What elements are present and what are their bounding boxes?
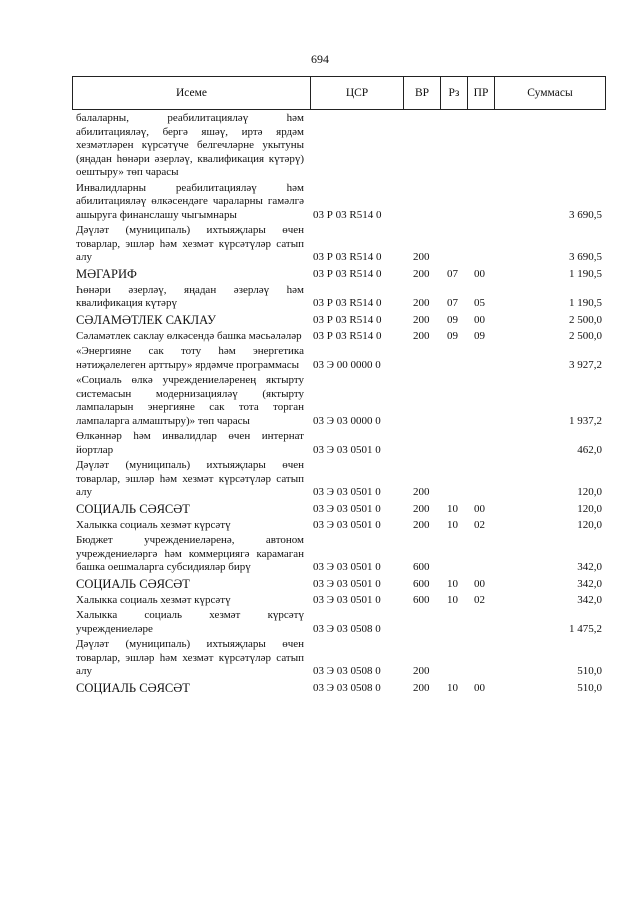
budget-table-body (76, 112, 604, 698)
row-csr: 03 Р 03 R514 0 (313, 251, 382, 263)
row-csr: 03 Э 03 0501 0 (313, 443, 381, 456)
row-rz: 10 (447, 578, 458, 590)
table-row (76, 519, 604, 533)
row-sum: 2 500,0 (569, 314, 602, 326)
row-name: СОЦИАЛЬ СӘЯСӘТ (76, 501, 190, 516)
section-row (76, 502, 604, 517)
header-rz: Рз (441, 77, 468, 109)
row-name: балаларны, реабилитацияләү һәм абилитацияләү, бергә яшәү, иртә ярдәм хезмәтләрен күрсәтүче белгечләрне укытуны (яңадан һөнәри әзерләү, квалификация күтәрү) оештыру» төп чарасы (76, 112, 304, 178)
row-pr: 00 (474, 268, 485, 280)
table-row (76, 594, 604, 608)
row-csr: 03 Р 03 R514 0 (313, 329, 382, 342)
row-name: Бюджет учреждениеләренә, автоном учреждениеләргә һәм коммерциягә карамаган башка оешмаларга субсидияләр бирү (76, 534, 304, 573)
row-rz: 07 (447, 268, 458, 280)
row-csr: 03 Э 03 0501 0 (313, 561, 381, 573)
row-rz: 09 (447, 314, 458, 326)
row-rz: 10 (447, 503, 458, 515)
row-csr: 03 Э 03 0501 0 (313, 578, 381, 590)
row-csr: 03 Р 03 R514 0 (313, 208, 382, 221)
row-name: СОЦИАЛЬ СӘЯСӘТ (76, 576, 190, 591)
row-vr: 600 (413, 561, 430, 573)
row-name: Һөнәри әзерләү, яңадан әзерләү һәм квалификация күтәрү (76, 283, 304, 309)
section-row (76, 681, 604, 696)
row-csr: 03 Э 03 0508 0 (313, 665, 381, 677)
row-vr: 200 (413, 268, 430, 280)
row-sum: 1 475,2 (569, 622, 602, 635)
table-row (76, 638, 604, 679)
row-sum: 120,0 (577, 486, 602, 498)
table-row (76, 609, 604, 636)
row-name: МӘГАРИФ (76, 266, 137, 281)
row-sum: 3 690,5 (569, 251, 602, 263)
row-rz: 07 (447, 297, 458, 309)
row-name: Халыкка социаль хезмәт күрсәтү учреждениеләре (76, 609, 304, 635)
row-name: Дәүләт (муниципаль) ихтыяҗлары өчен товарлар, эшләр һәм хезмәт күрсәтүләр сатып алу (76, 638, 304, 677)
header-sum: Суммасы (527, 87, 573, 99)
header-pr: ПР (468, 77, 495, 109)
table-row (76, 459, 604, 500)
row-name: СӘЛАМӘТЛЕК САКЛАУ (76, 312, 216, 327)
row-sum: 462,0 (577, 443, 602, 456)
section-row (76, 577, 604, 592)
table-row (76, 284, 604, 311)
row-sum: 3 690,5 (569, 208, 602, 221)
table-row (76, 534, 604, 575)
row-name: Сәламәтлек саклау өлкәсендә башка мәсьәләләр (76, 329, 302, 342)
row-sum: 1 190,5 (569, 297, 602, 309)
header-vr: ВР (404, 77, 441, 109)
row-name: СОЦИАЛЬ СӘЯСӘТ (76, 680, 190, 695)
row-sum: 120,0 (577, 518, 602, 531)
row-vr: 200 (413, 314, 430, 326)
table-row (76, 345, 604, 372)
row-name: «Энергияне сак тоту һәм энергетика нәтиҗәлелеген арттыру» ярдәмче программасы (76, 345, 304, 371)
page-number: 694 (311, 52, 329, 66)
row-csr: 03 Р 03 R514 0 (313, 314, 382, 326)
row-pr: 02 (474, 593, 485, 606)
row-csr: 03 Э 03 0501 0 (313, 486, 381, 498)
row-sum: 1 190,5 (569, 268, 602, 280)
row-name: Өлкәннәр һәм инвалидлар өчен интернат йортлар (76, 430, 304, 456)
row-name: «Социаль өлкә учреждениеләренең яктырту системасын модернизацияләү (яктырту лампаларын энергияне сак тота торган лампаларга алмаштыру)» төп чарасы (76, 374, 304, 427)
table-row (76, 430, 604, 457)
row-sum: 342,0 (577, 593, 602, 606)
row-sum: 510,0 (577, 665, 602, 677)
row-csr: 03 Р 03 R514 0 (313, 297, 382, 309)
row-sum: 120,0 (577, 503, 602, 515)
table-row (76, 330, 604, 344)
row-name: Дәүләт (муниципаль) ихтыяҗлары өчен товарлар, эшләр һәм хезмәт күрсәтүләр сатып алу (76, 459, 304, 498)
row-csr: 03 Э 00 0000 0 (313, 358, 381, 371)
table-row (76, 182, 604, 223)
row-sum: 1 937,2 (569, 414, 602, 427)
row-name: Халыкка социаль хезмәт күрсәтү (76, 593, 231, 606)
row-vr: 200 (413, 329, 430, 342)
section-row (76, 313, 604, 328)
row-vr: 200 (413, 682, 430, 694)
row-sum: 342,0 (577, 578, 602, 590)
row-rz: 10 (447, 518, 458, 531)
row-vr: 600 (413, 578, 430, 590)
header-csr: ЦСР (311, 77, 404, 109)
row-rz: 10 (447, 593, 458, 606)
row-csr: 03 Э 03 0000 0 (313, 414, 381, 427)
row-vr: 200 (413, 297, 430, 309)
row-sum: 342,0 (577, 561, 602, 573)
row-csr: 03 Э 03 0501 0 (313, 518, 381, 531)
row-csr: 03 Э 03 0501 0 (313, 593, 381, 606)
table-row (76, 224, 604, 265)
row-sum: 2 500,0 (569, 329, 602, 342)
row-vr: 200 (413, 251, 430, 263)
row-pr: 00 (474, 314, 485, 326)
table-row (76, 112, 604, 180)
row-csr: 03 Э 03 0501 0 (313, 503, 381, 515)
header-name: Исеме (73, 77, 311, 109)
table-row (76, 374, 604, 428)
row-pr: 05 (474, 297, 485, 309)
row-csr: 03 Э 03 0508 0 (313, 682, 381, 694)
table-header (72, 76, 606, 110)
section-row (76, 267, 604, 282)
row-pr: 02 (474, 518, 485, 531)
row-pr: 00 (474, 682, 485, 694)
row-name: Халыкка социаль хезмәт күрсәтү (76, 518, 231, 531)
row-vr: 200 (413, 486, 430, 498)
row-vr: 200 (413, 503, 430, 515)
row-vr: 200 (413, 665, 430, 677)
row-rz: 10 (447, 682, 458, 694)
row-sum: 510,0 (577, 682, 602, 694)
row-pr: 09 (474, 329, 485, 342)
row-name: Инвалидларны реабилитацияләү һәм абилитацияләү өлкәсендәге чараларны гамәлгә ашыруга финанслашу чыгымнары (76, 181, 304, 221)
row-name: Дәүләт (муниципаль) ихтыяҗлары өчен товарлар, эшләр һәм хезмәт күрсәтүләр сатып алу (76, 224, 304, 263)
row-pr: 00 (474, 503, 485, 515)
row-sum: 3 927,2 (569, 358, 602, 371)
row-pr: 00 (474, 578, 485, 590)
row-rz: 09 (447, 329, 458, 342)
row-csr: 03 Р 03 R514 0 (313, 268, 382, 280)
row-vr: 200 (413, 518, 430, 531)
row-vr: 600 (413, 593, 430, 606)
row-csr: 03 Э 03 0508 0 (313, 622, 381, 635)
